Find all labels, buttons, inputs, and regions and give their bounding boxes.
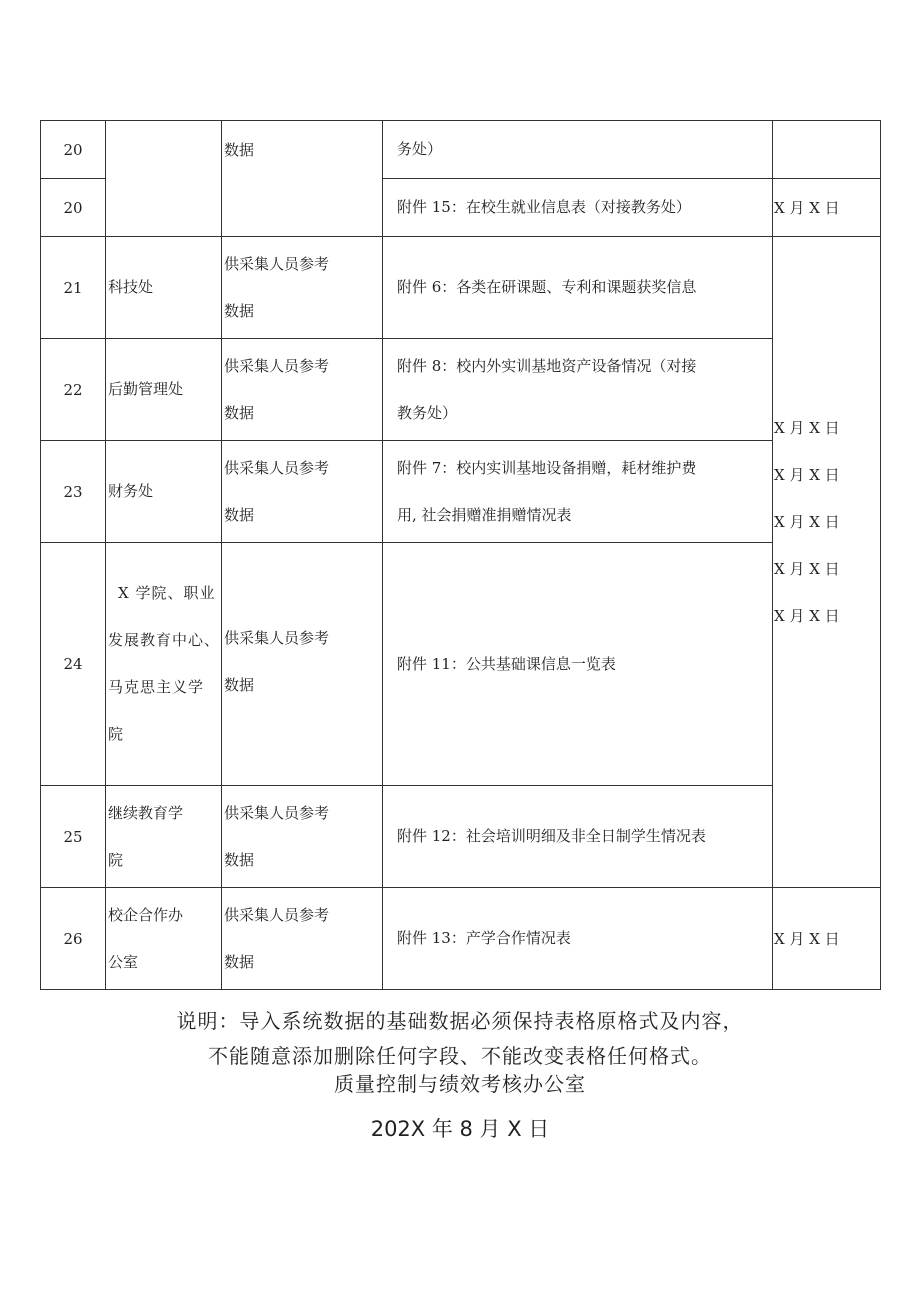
data-type-line: 供采集人员参考 xyxy=(224,629,330,647)
department-line: X 学院、职业 xyxy=(118,584,216,602)
department-cell xyxy=(106,786,222,888)
date-line: X 月 X 日 xyxy=(774,465,840,484)
row-number: 20 xyxy=(41,179,106,237)
attachment-cell: 附件 13：产学合作情况表 xyxy=(383,888,773,990)
department-line: 公室 xyxy=(108,952,139,971)
row-number: 24 xyxy=(41,543,106,786)
table-row xyxy=(41,237,881,339)
date-cell: X 月 X 日 xyxy=(773,888,881,990)
office-name: 质量控制与绩效考核办公室 xyxy=(334,1072,586,1096)
data-type-line: 供采集人员参考 xyxy=(224,803,330,822)
row-number: 22 xyxy=(41,339,106,441)
data-type-line: 数据 xyxy=(224,301,255,320)
data-type-line: 供采集人员参考 xyxy=(224,905,330,924)
attachment-line: 用, 社会捐赠准捐赠情况表 xyxy=(397,505,572,524)
attachment-cell: 务处） xyxy=(383,121,773,179)
data-type-line: 供采集人员参考 xyxy=(224,458,330,477)
data-type-line: 供采集人员参考 xyxy=(224,356,330,375)
table-row xyxy=(41,441,881,543)
department-line: 发展教育中心、 xyxy=(108,631,221,649)
row-number: 21 xyxy=(41,237,106,339)
data-type-cell xyxy=(222,441,383,543)
date-cell: X 月 X 日 xyxy=(773,179,881,237)
attachment-line: 教务处） xyxy=(397,403,458,422)
note-line: 不能随意添加删除任何字段、不能改变表格任何格式。 xyxy=(208,1044,712,1068)
data-collection-table xyxy=(40,120,881,990)
data-type-line: 数据 xyxy=(224,952,255,971)
department-cell: 科技处 xyxy=(106,237,222,339)
department-line: 院 xyxy=(108,850,124,869)
merged-date-cell xyxy=(773,237,881,888)
date-cell xyxy=(773,121,881,179)
data-type-line: 数据 xyxy=(224,676,255,694)
department-cell xyxy=(106,888,222,990)
data-type-cell xyxy=(222,339,383,441)
department-cell: 财务处 xyxy=(106,441,222,543)
data-type-cell xyxy=(222,786,383,888)
date-line: X 月 X 日 xyxy=(774,512,840,531)
row-number: 20 xyxy=(41,121,106,179)
date-line: X 月 X 日 xyxy=(774,418,840,437)
note-line: 说明：导入系统数据的基础数据必须保持表格原格式及内容， xyxy=(176,1009,744,1033)
data-type-line: 供采集人员参考 xyxy=(224,254,330,273)
data-type-line: 数据 xyxy=(224,505,255,524)
department-cell: 后勤管理处 xyxy=(106,339,222,441)
data-type-line: 数据 xyxy=(224,850,255,869)
department-line: 院 xyxy=(108,725,125,743)
document-date: 202X 年 8 月 X 日 xyxy=(370,1117,550,1141)
data-type-line: 数据 xyxy=(224,403,255,422)
department-line: 继续教育学 xyxy=(108,803,184,822)
table-row xyxy=(41,786,881,888)
row-number: 26 xyxy=(41,888,106,990)
attachment-line: 附件 8：校内外实训基地资产设备情况（对接 xyxy=(397,356,697,375)
attachment-cell xyxy=(383,339,773,441)
attachment-line: 附件 7：校内实训基地设备捐赠，耗材维护费 xyxy=(397,458,697,477)
attachment-cell xyxy=(383,441,773,543)
attachment-cell: 附件 11：公共基础课信息一览表 xyxy=(383,543,773,786)
data-type-cell xyxy=(222,237,383,339)
data-type-cell xyxy=(222,543,383,786)
attachment-cell: 附件 15：在校生就业信息表（对接教务处） xyxy=(383,179,773,237)
attachment-cell: 附件 6：各类在研课题、专利和课题获奖信息 xyxy=(383,237,773,339)
department-cell xyxy=(106,121,222,237)
department-line: 校企合作办 xyxy=(108,905,184,924)
table-row xyxy=(41,888,881,990)
table-row xyxy=(41,339,881,441)
row-number: 23 xyxy=(41,441,106,543)
attachment-cell: 附件 12：社会培训明细及非全日制学生情况表 xyxy=(383,786,773,888)
data-type-cell xyxy=(222,888,383,990)
department-cell xyxy=(106,543,222,786)
table-row xyxy=(41,543,881,786)
department-line: 马克思主义学 xyxy=(108,678,205,696)
data-type-cell: 数据 xyxy=(222,121,383,237)
date-line: X 月 X 日 xyxy=(774,606,840,625)
row-number: 25 xyxy=(41,786,106,888)
table-row xyxy=(41,121,881,179)
date-line: X 月 X 日 xyxy=(774,559,840,578)
